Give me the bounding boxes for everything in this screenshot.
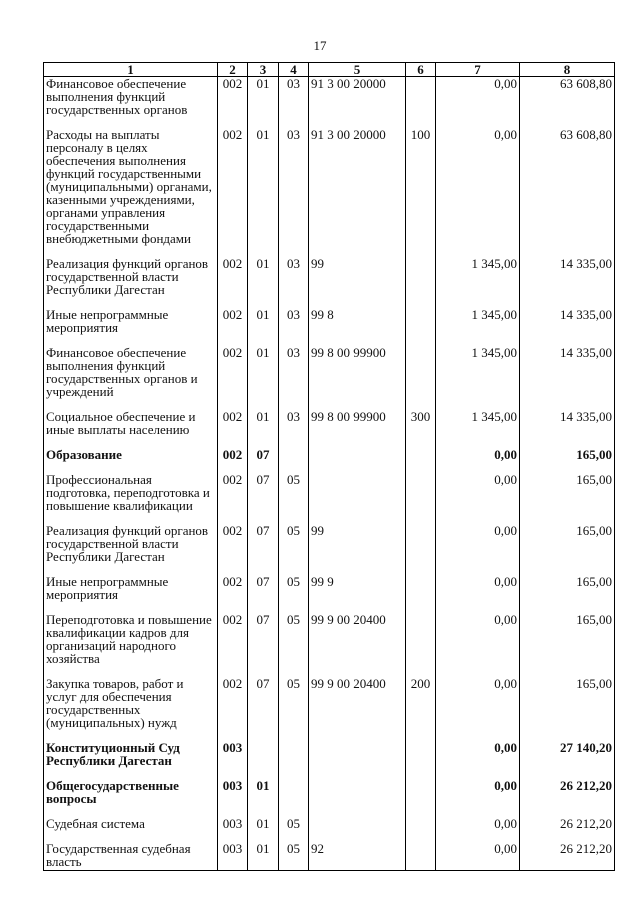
row-amount-col7-cell: 1 345,00 — [436, 308, 520, 346]
table-row — [44, 613, 615, 677]
row-gr-cell: 002 — [218, 257, 248, 308]
row-amount-col8-cell: 165,00 — [520, 448, 615, 473]
row-gr-cell: 002 — [218, 410, 248, 448]
row-name-cell: Иные непрограммные мероприятия — [44, 308, 218, 346]
row-name-cell: Финансовое обеспечение выполнения функций государственных органов — [44, 77, 218, 129]
row-gr-cell: 002 — [218, 128, 248, 257]
row-gr-cell: 002 — [218, 677, 248, 741]
column-header: 2 — [218, 63, 248, 77]
row-amount-col7-cell: 0,00 — [436, 128, 520, 257]
row-gr-cell: 002 — [218, 77, 248, 129]
row-pr-cell: 05 — [279, 613, 309, 677]
row-gr-cell: 003 — [218, 817, 248, 842]
row-pr-cell: 03 — [279, 308, 309, 346]
row-csr-cell: 99 — [309, 257, 406, 308]
column-header: 3 — [248, 63, 279, 77]
row-amount-col8-cell: 63 608,80 — [520, 77, 615, 129]
page-number: 17 — [313, 38, 327, 53]
row-csr-cell — [309, 817, 406, 842]
row-amount-col7-cell: 0,00 — [436, 77, 520, 129]
table-row — [44, 410, 615, 448]
row-amount-col8-cell: 26 212,20 — [520, 779, 615, 817]
row-rz-cell — [248, 741, 279, 779]
row-amount-col8-cell: 14 335,00 — [520, 257, 615, 308]
row-amount-col8-cell: 26 212,20 — [520, 842, 615, 871]
row-gr-cell: 003 — [218, 779, 248, 817]
table-row — [44, 473, 615, 524]
row-csr-cell: 99 9 00 20400 — [309, 613, 406, 677]
row-csr-cell — [309, 473, 406, 524]
row-rz-cell: 01 — [248, 308, 279, 346]
row-gr-cell: 002 — [218, 308, 248, 346]
row-vr-cell — [406, 842, 436, 871]
row-amount-col7-cell: 0,00 — [436, 677, 520, 741]
row-amount-col8-cell: 14 335,00 — [520, 346, 615, 410]
row-pr-cell: 03 — [279, 257, 309, 308]
row-rz-cell: 01 — [248, 779, 279, 817]
column-header: 6 — [406, 63, 436, 77]
row-pr-cell: 05 — [279, 842, 309, 871]
column-header: 1 — [44, 63, 218, 77]
row-pr-cell: 03 — [279, 77, 309, 129]
column-header: 4 — [279, 63, 309, 77]
row-rz-cell: 07 — [248, 524, 279, 575]
row-gr-cell: 002 — [218, 346, 248, 410]
row-amount-col8-cell: 14 335,00 — [520, 410, 615, 448]
row-csr-cell: 91 3 00 20000 — [309, 128, 406, 257]
row-pr-cell: 05 — [279, 473, 309, 524]
row-pr-cell: 05 — [279, 575, 309, 613]
row-rz-cell: 07 — [248, 575, 279, 613]
row-name-cell: Реализация функций органов государственной власти Республики Дагестан — [44, 524, 218, 575]
table-row — [44, 257, 615, 308]
row-gr-cell: 002 — [218, 524, 248, 575]
row-name-cell: Образование — [44, 448, 218, 473]
row-amount-col8-cell: 165,00 — [520, 473, 615, 524]
row-pr-cell: 03 — [279, 410, 309, 448]
row-csr-cell — [309, 741, 406, 779]
table-body — [44, 77, 615, 871]
row-amount-col7-cell: 1 345,00 — [436, 346, 520, 410]
row-rz-cell: 07 — [248, 473, 279, 524]
row-amount-col7-cell: 0,00 — [436, 473, 520, 524]
row-name-cell: Государственная судебная власть — [44, 842, 218, 871]
row-gr-cell: 002 — [218, 473, 248, 524]
row-name-cell: Социальное обеспечение и иные выплаты населению — [44, 410, 218, 448]
table-row — [44, 677, 615, 741]
row-pr-cell — [279, 741, 309, 779]
row-rz-cell: 01 — [248, 346, 279, 410]
table-row — [44, 77, 615, 129]
row-vr-cell — [406, 524, 436, 575]
row-rz-cell: 01 — [248, 817, 279, 842]
row-name-cell: Конституционный Суд Республики Дагестан — [44, 741, 218, 779]
row-vr-cell — [406, 741, 436, 779]
table-row — [44, 741, 615, 779]
table-row — [44, 128, 615, 257]
row-amount-col8-cell: 165,00 — [520, 613, 615, 677]
row-pr-cell: 03 — [279, 346, 309, 410]
table-row — [44, 524, 615, 575]
row-amount-col7-cell: 0,00 — [436, 842, 520, 871]
table-header-row — [44, 63, 615, 77]
row-amount-col7-cell: 1 345,00 — [436, 410, 520, 448]
table-row — [44, 842, 615, 871]
row-amount-col7-cell: 1 345,00 — [436, 257, 520, 308]
row-name-cell: Общегосударственные вопросы — [44, 779, 218, 817]
row-pr-cell: 03 — [279, 128, 309, 257]
table-row — [44, 448, 615, 473]
row-vr-cell: 200 — [406, 677, 436, 741]
row-rz-cell: 07 — [248, 613, 279, 677]
row-vr-cell — [406, 473, 436, 524]
table-row — [44, 779, 615, 817]
table-row — [44, 346, 615, 410]
row-pr-cell: 05 — [279, 677, 309, 741]
row-csr-cell: 92 — [309, 842, 406, 871]
column-header: 7 — [436, 63, 520, 77]
row-pr-cell: 05 — [279, 524, 309, 575]
column-header: 8 — [520, 63, 615, 77]
row-rz-cell: 01 — [248, 842, 279, 871]
row-csr-cell: 99 — [309, 524, 406, 575]
row-name-cell: Закупка товаров, работ и услуг для обеспечения государственных (муниципальных) нужд — [44, 677, 218, 741]
row-amount-col8-cell: 63 608,80 — [520, 128, 615, 257]
row-name-cell: Финансовое обеспечение выполнения функций государственных органов и учреждений — [44, 346, 218, 410]
row-rz-cell: 01 — [248, 410, 279, 448]
row-amount-col8-cell: 165,00 — [520, 677, 615, 741]
column-header: 5 — [309, 63, 406, 77]
row-csr-cell: 91 3 00 20000 — [309, 77, 406, 129]
row-vr-cell — [406, 779, 436, 817]
table-row — [44, 817, 615, 842]
row-pr-cell: 05 — [279, 817, 309, 842]
row-name-cell: Расходы на выплаты персоналу в целях обеспечения выполнения функций государственными (муниципальными) органами, казенными учреждениями, органами управления государственными внебюджетными фондами — [44, 128, 218, 257]
row-gr-cell: 003 — [218, 842, 248, 871]
row-amount-col8-cell: 26 212,20 — [520, 817, 615, 842]
row-amount-col8-cell: 14 335,00 — [520, 308, 615, 346]
row-rz-cell: 01 — [248, 128, 279, 257]
row-amount-col7-cell: 0,00 — [436, 448, 520, 473]
row-csr-cell: 99 8 — [309, 308, 406, 346]
row-vr-cell: 100 — [406, 128, 436, 257]
row-amount-col7-cell: 0,00 — [436, 575, 520, 613]
row-amount-col8-cell: 165,00 — [520, 575, 615, 613]
row-vr-cell: 300 — [406, 410, 436, 448]
row-amount-col7-cell: 0,00 — [436, 817, 520, 842]
row-amount-col7-cell: 0,00 — [436, 779, 520, 817]
row-amount-col8-cell: 27 140,20 — [520, 741, 615, 779]
row-amount-col7-cell: 0,00 — [436, 613, 520, 677]
row-csr-cell: 99 8 00 99900 — [309, 346, 406, 410]
row-vr-cell — [406, 308, 436, 346]
row-rz-cell: 07 — [248, 448, 279, 473]
row-gr-cell: 002 — [218, 575, 248, 613]
table-row — [44, 308, 615, 346]
row-amount-col7-cell: 0,00 — [436, 741, 520, 779]
row-csr-cell: 99 9 — [309, 575, 406, 613]
row-csr-cell — [309, 448, 406, 473]
row-pr-cell — [279, 779, 309, 817]
row-rz-cell: 07 — [248, 677, 279, 741]
row-name-cell: Переподготовка и повышение квалификации кадров для организаций народного хозяйства — [44, 613, 218, 677]
row-vr-cell — [406, 346, 436, 410]
row-vr-cell — [406, 817, 436, 842]
row-csr-cell — [309, 779, 406, 817]
row-amount-col7-cell: 0,00 — [436, 524, 520, 575]
row-gr-cell: 002 — [218, 448, 248, 473]
budget-table — [43, 62, 615, 871]
row-vr-cell — [406, 77, 436, 129]
row-vr-cell — [406, 448, 436, 473]
row-name-cell: Реализация функций органов государственной власти Республики Дагестан — [44, 257, 218, 308]
table-row — [44, 575, 615, 613]
row-gr-cell: 002 — [218, 613, 248, 677]
row-vr-cell — [406, 575, 436, 613]
row-csr-cell: 99 8 00 99900 — [309, 410, 406, 448]
row-name-cell: Иные непрограммные мероприятия — [44, 575, 218, 613]
row-vr-cell — [406, 613, 436, 677]
row-amount-col8-cell: 165,00 — [520, 524, 615, 575]
row-csr-cell: 99 9 00 20400 — [309, 677, 406, 741]
row-rz-cell: 01 — [248, 257, 279, 308]
row-gr-cell: 003 — [218, 741, 248, 779]
row-name-cell: Профессиональная подготовка, переподготовка и повышение квалификации — [44, 473, 218, 524]
row-rz-cell: 01 — [248, 77, 279, 129]
row-pr-cell — [279, 448, 309, 473]
row-vr-cell — [406, 257, 436, 308]
row-name-cell: Судебная система — [44, 817, 218, 842]
